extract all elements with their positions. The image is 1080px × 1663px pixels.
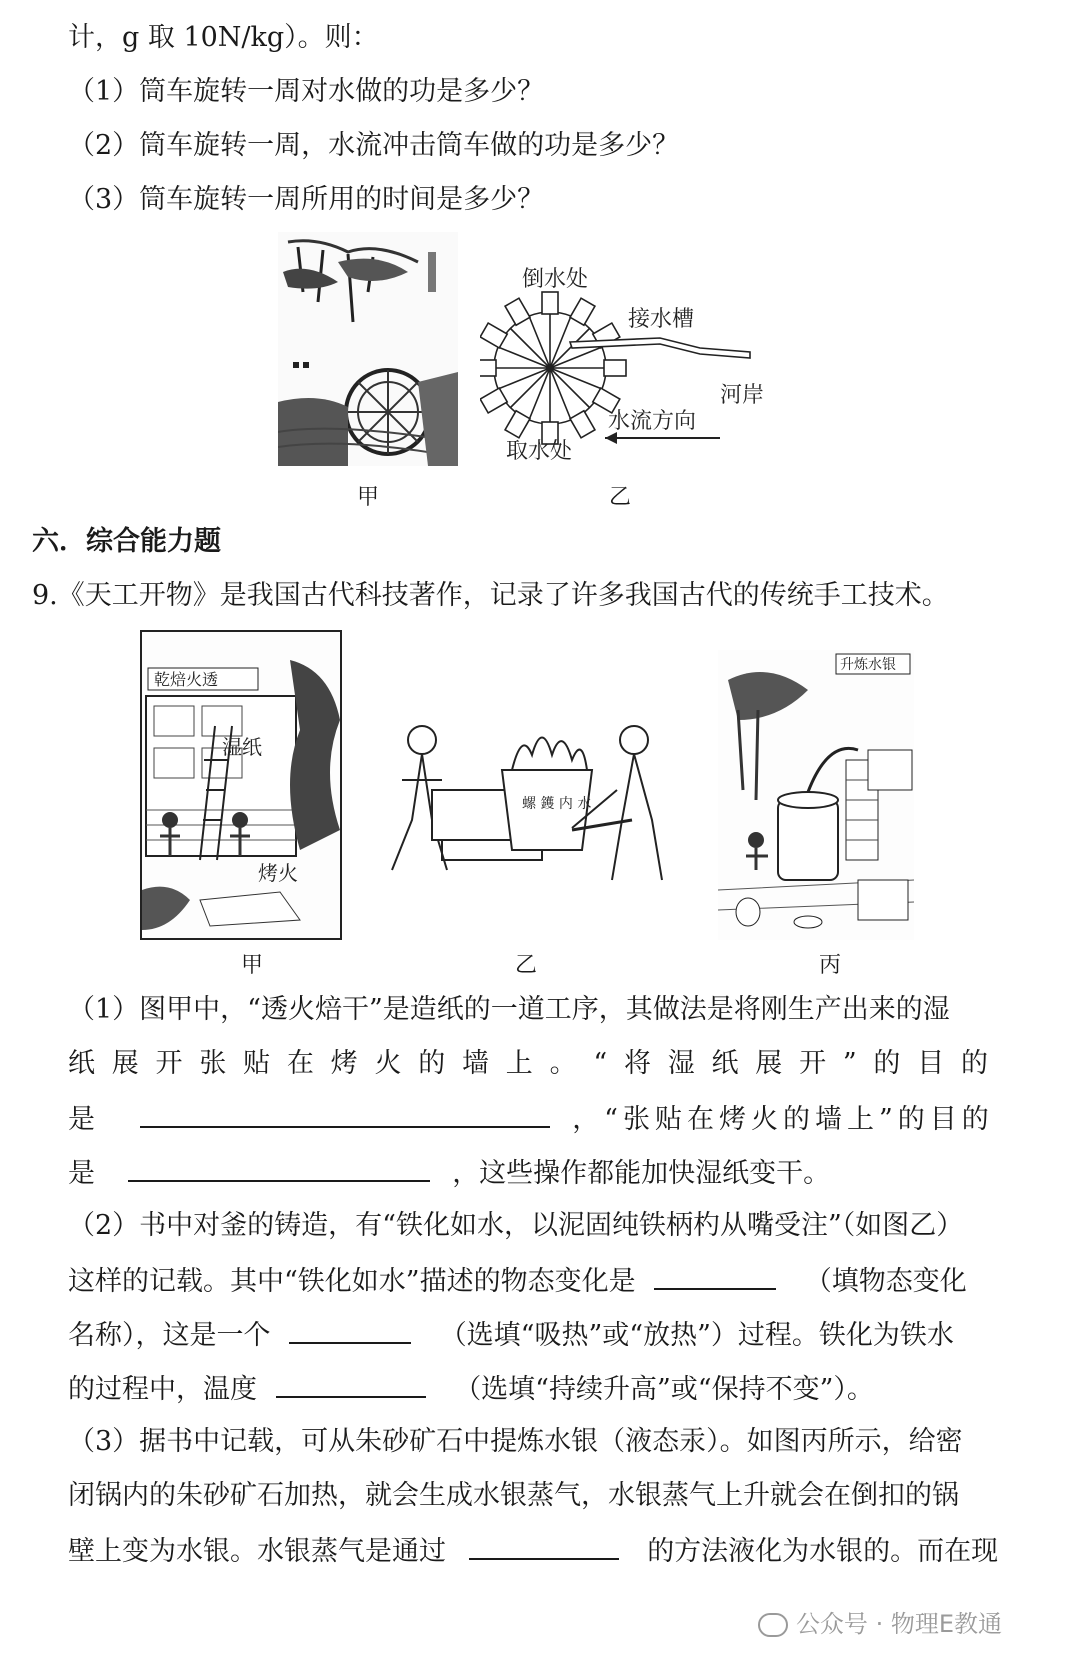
fig-yi-caption: 乙 bbox=[608, 485, 631, 510]
q9-part2-line3-start: 名称），这是一个 bbox=[68, 1320, 271, 1351]
q9-part2-line3 bbox=[68, 1314, 954, 1356]
q8-part3: （3）筒车旋转一周所用的时间是多少？ bbox=[68, 184, 545, 215]
q9-part2-line4-end: （选填“持续升高”或“保持不变”）。 bbox=[454, 1374, 874, 1405]
section-heading: 六．综合能力题 bbox=[32, 526, 221, 557]
q9-part2-line2-start: 这样的记载。其中“铁化如水”描述的物态变化是 bbox=[68, 1266, 636, 1297]
jia-title-text: 乾焙火透 bbox=[154, 670, 219, 689]
q9-part2-line2 bbox=[68, 1260, 967, 1302]
wechat-icon bbox=[758, 1613, 788, 1637]
q9-part3-line3 bbox=[68, 1530, 998, 1572]
q8-continuation: 计，g 取 10N/kg）。则： bbox=[68, 22, 379, 53]
q9-part3-line1: （3）据书中记载，可从朱砂矿石中提炼水银（液态汞）。如图丙所示，给密 bbox=[68, 1426, 963, 1457]
q9-part2-line4-start: 的过程中，温度 bbox=[68, 1374, 257, 1405]
q9-part1-line4-start: 是 bbox=[68, 1158, 95, 1189]
q9-part3-line3-start: 壁上变为水银。水银蒸气是通过 bbox=[68, 1536, 446, 1567]
jia-fire-label: 烤火 bbox=[258, 861, 298, 885]
q9-part1-line3-end: ，“张贴在烤火的墙上”的目的 bbox=[572, 1104, 994, 1135]
answer-blank-5[interactable] bbox=[276, 1368, 426, 1398]
q8-part1: （1）筒车旋转一周对水做的功是多少？ bbox=[68, 76, 545, 107]
answer-blank-3[interactable] bbox=[654, 1260, 776, 1290]
fig9-bing-caption: 丙 bbox=[818, 953, 841, 978]
fig-jia-caption: 甲 bbox=[356, 485, 379, 510]
paper-drying-engraving-image bbox=[140, 630, 342, 940]
waterwheel-engraving-image bbox=[278, 232, 458, 466]
q9-part2-line2-end: （填物态变化 bbox=[804, 1266, 967, 1297]
label-riverbank: 河岸 bbox=[720, 383, 765, 408]
watermark bbox=[758, 1604, 1002, 1639]
q9-part1-line4-end: ，这些操作都能加快湿纸变干。 bbox=[452, 1158, 831, 1189]
waterwheel-diagram bbox=[480, 250, 780, 470]
watermark-text: 公众号 · 物理E教通 bbox=[795, 1610, 1002, 1638]
iron-casting-engraving-image bbox=[372, 700, 682, 910]
jia-wet-paper-label: 湿纸 bbox=[222, 735, 262, 759]
yi-pot-label: 螺 鑊 内 水 bbox=[522, 796, 592, 812]
answer-blank-2[interactable] bbox=[128, 1152, 430, 1182]
answer-blank-1[interactable] bbox=[140, 1098, 550, 1128]
answer-blank-6[interactable] bbox=[469, 1530, 619, 1560]
q9-part3-line2: 闭锅内的朱砂矿石加热，就会生成水银蒸气，水银蒸气上升就会在倒扣的锅 bbox=[68, 1480, 959, 1511]
fig9-yi-caption: 乙 bbox=[514, 953, 537, 978]
q9-part2-line4 bbox=[68, 1368, 874, 1410]
mercury-refining-engraving-image bbox=[718, 650, 914, 940]
fig9-jia-caption: 甲 bbox=[240, 953, 263, 978]
label-pour-point: 倒水处 bbox=[522, 267, 589, 292]
bing-title-text: 升炼水银 bbox=[840, 657, 896, 673]
label-trough: 接水槽 bbox=[628, 307, 695, 332]
answer-blank-4[interactable] bbox=[289, 1314, 411, 1344]
q9-part3-line3-end: 的方法液化为水银的。而在现 bbox=[647, 1536, 999, 1567]
q9-part1-line1: （1）图甲中，“透火焙干”是造纸的一道工序，其做法是将刚生产出来的湿 bbox=[68, 994, 950, 1025]
q9-part1-line4 bbox=[68, 1152, 830, 1194]
label-intake-point: 取水处 bbox=[506, 439, 573, 464]
q9-part1-line2: 纸展开张贴在烤火的墙上。“将湿纸展开”的目的 bbox=[68, 1048, 988, 1079]
q9-part2-line3-end: （选填“吸热”或“放热”）过程。铁化为铁水 bbox=[439, 1320, 954, 1351]
q9-stem: 9.《天工开物》是我国古代科技著作，记录了许多我国古代的传统手工技术。 bbox=[32, 580, 949, 611]
q8-part2: （2）筒车旋转一周，水流冲击筒车做的功是多少？ bbox=[68, 130, 680, 161]
q9-part1-line3 bbox=[68, 1098, 994, 1140]
label-flow-direction: 水流方向 bbox=[608, 409, 697, 434]
q9-part2-line1: （2）书中对釜的铸造，有“铁化如水，以泥固纯铁柄杓从嘴受注”（如图乙） bbox=[68, 1210, 964, 1241]
q9-part1-line3-start: 是 bbox=[68, 1104, 95, 1135]
